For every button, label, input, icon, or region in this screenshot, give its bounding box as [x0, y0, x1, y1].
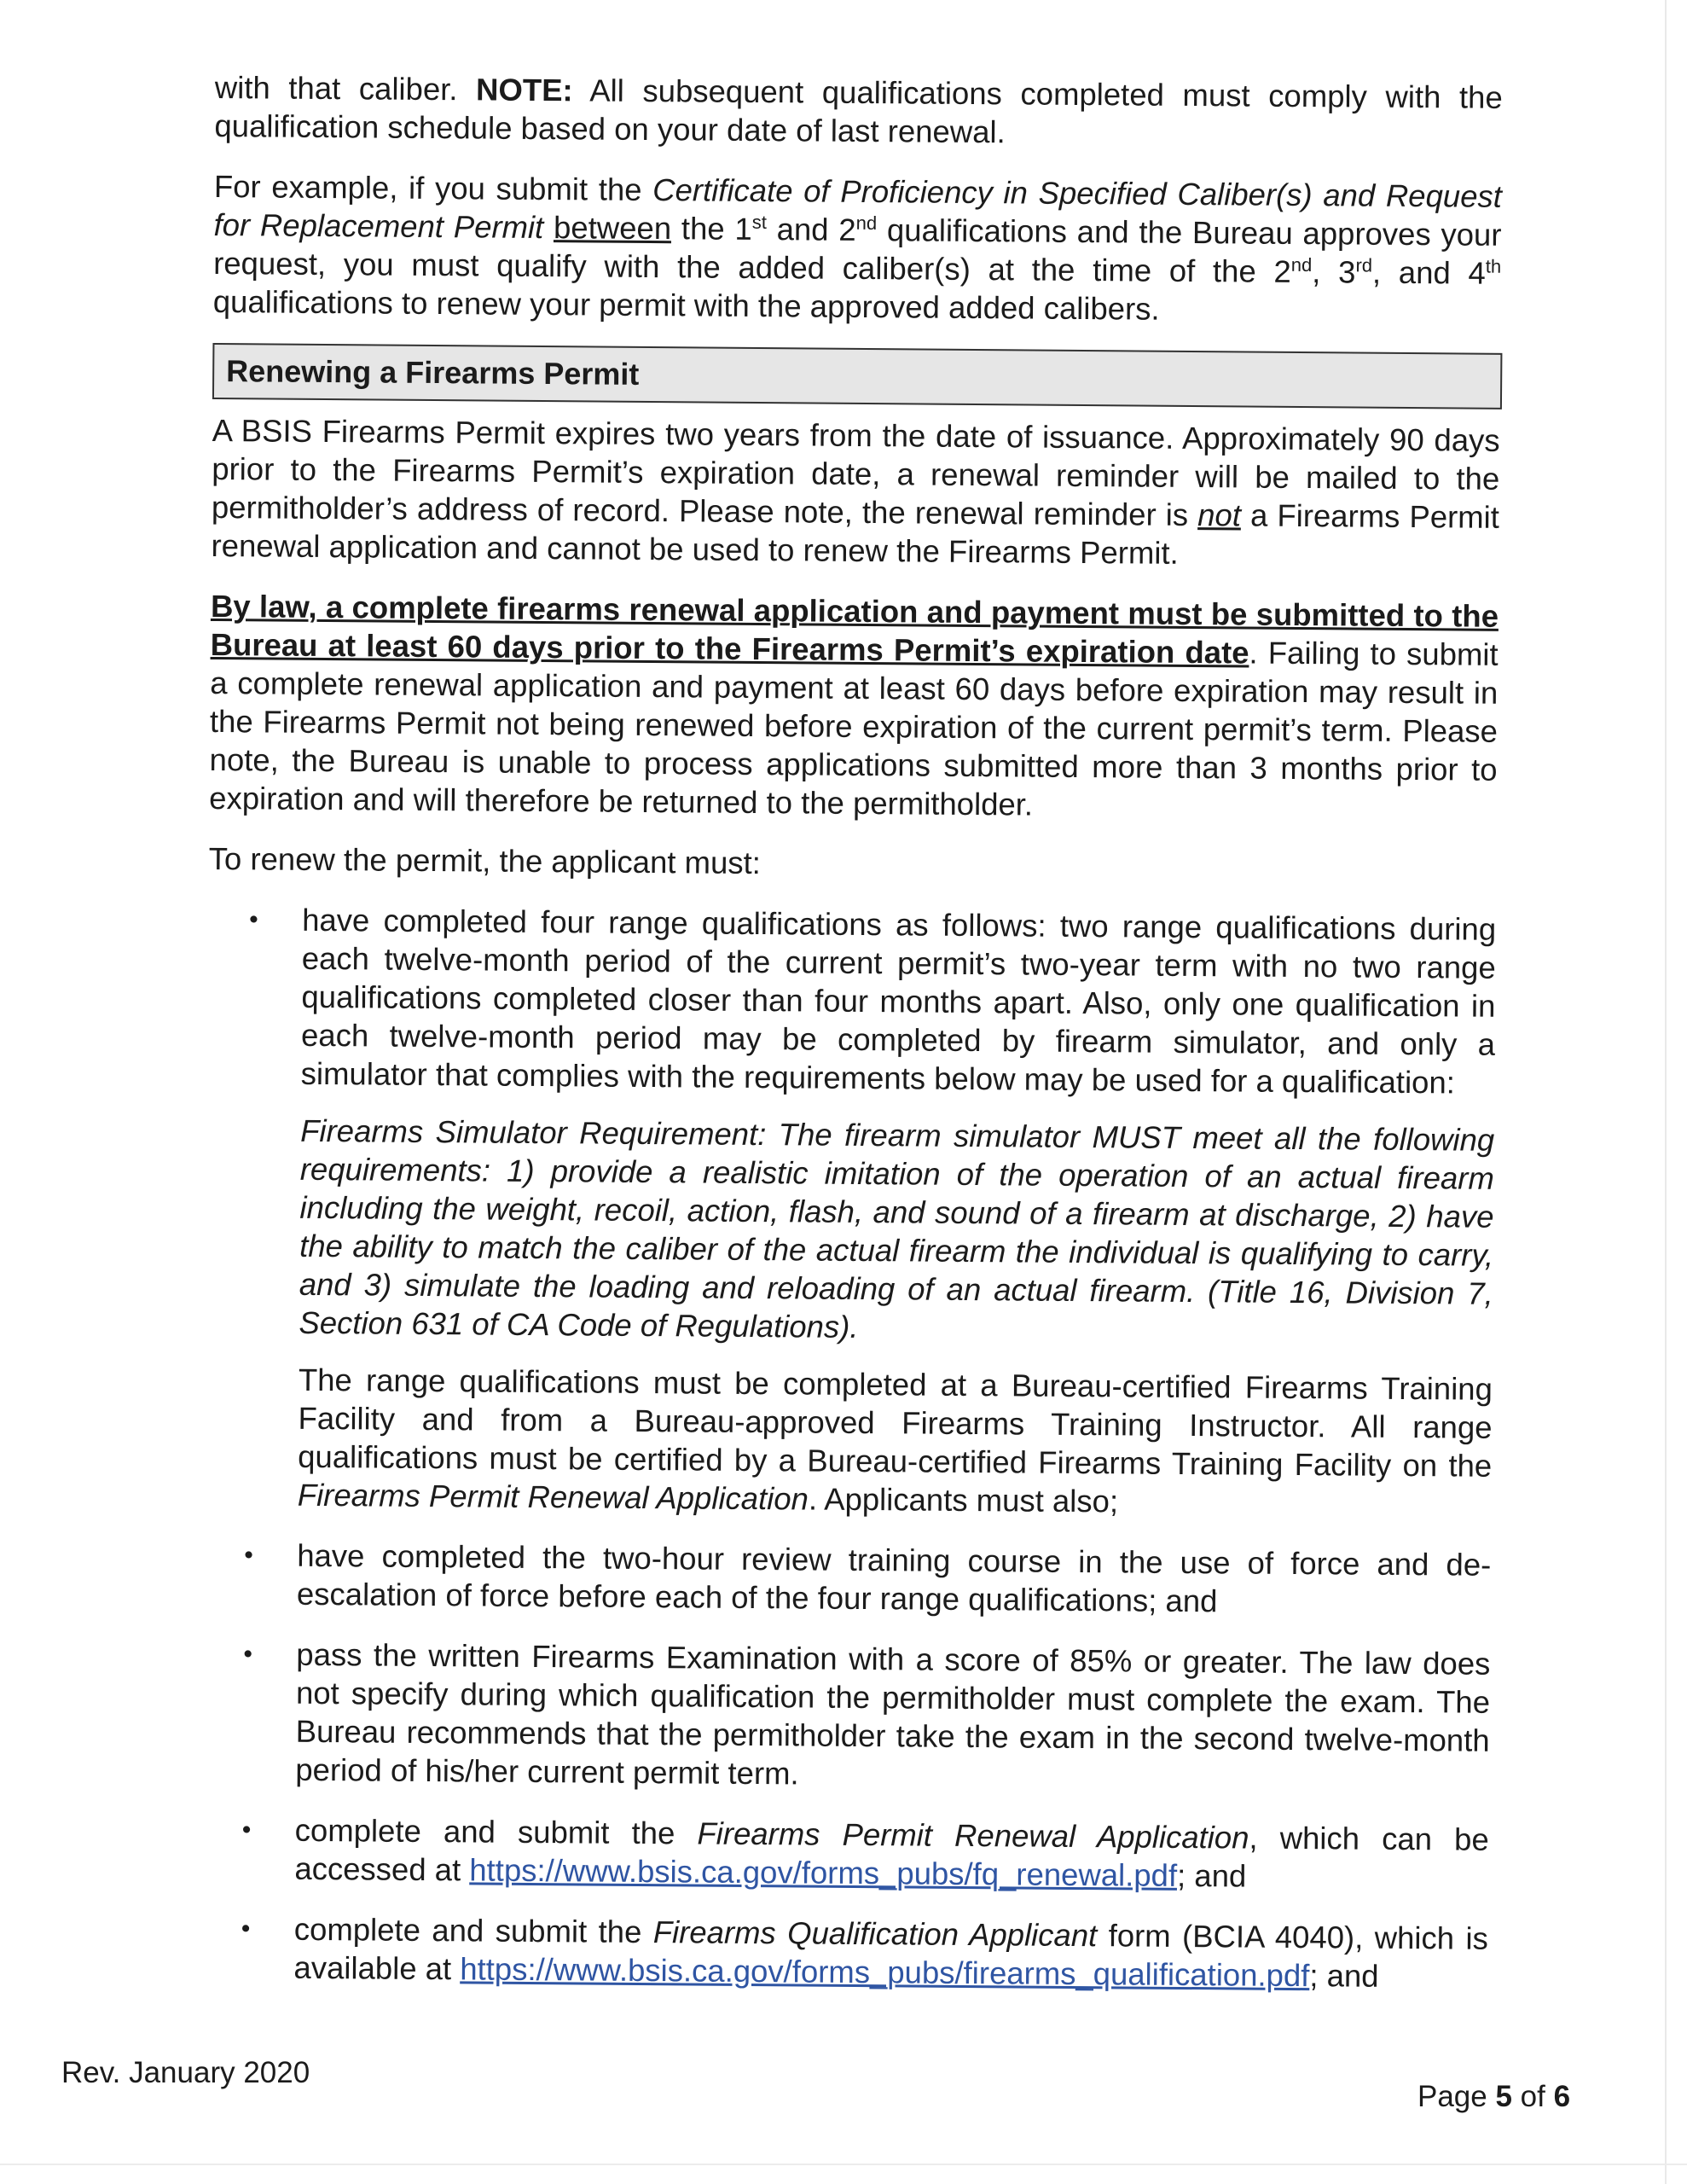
revision-date: Rev. January 2020 [61, 2056, 310, 2089]
qualification-form-link[interactable]: https://www.bsis.ca.gov/forms_pubs/firearms_qualification.pdf [460, 1951, 1310, 1994]
list-item: • have completed four range qualifications as follows: two range qualifications during each twelve-month period of the current permit’s two-year term with no two range qualifications completed closer than four months apart. Also, only one qualification in each twelve-month period may be completed by firearm simulator, and only a simulator that complies with the requirements below may be used for a qualification: Firearms Simulator Requirement: The firearm simulator MUST meet all the following requirements: 1) provide a realistic imitation of the operation of an actual firearm including the weight, recoil, action, flash, and sound of a firearm at discharge, 2) have the ability to match the caliber of the actual firearm the individual is qualifying to carry, and 3) simulate the loading and reloading of an actual firearm. (Title 16, Division 7, Section 631 of CA Code of Regulations). The range qualifications must be completed at a Bureau-certified Firearms Training Facility and from a Bureau-approved Firearms Training Instructor. All range qualifications must be certified by a Bureau-certified Firearms Training Facility on the Firearms Permit Renewal Application. Applicants must also; [204, 900, 1497, 1524]
section-heading: Renewing a Firearms Permit [212, 343, 1502, 410]
certificate-form-title: Certificate of Proficiency in Specified Caliber(s) and Request for Replacement Permit [213, 172, 1503, 246]
section-paragraph-2: By law, a complete firearms renewal application and payment must be submitted to the Bureau at least 60 days prior to the Firearms Permit’s expiration date. Failing to submit a complete renewal application and payment at least 60 days before expiration may result in the Firearms Permit not being renewed before expiration of the current permit’s term. Please note, the Bureau is unable to process applications submitted more than 3 months prior to expiration and will therefore be returned to the permitholder. [209, 588, 1499, 822]
page-number: Page 5 of 6 [1417, 2080, 1571, 2113]
scan-edge-line [1665, 0, 1667, 2184]
simulator-requirement: Firearms Simulator Requirement: The firearm simulator MUST meet all the following requirements: 1) provide a realistic imitation of the operation of an actual firearm including the weight, recoil, action, flash, and sound of a firearm at discharge, 2) have the ability to match the caliber of the actual firearm the individual is qualifying to carry, and 3) simulate the loading and reloading of an actual firearm. (Title 16, Division 7, Section 631 of CA Code of Regulations). [299, 1112, 1495, 1345]
section-paragraph-3: To renew the permit, the applicant must: [208, 840, 762, 881]
renewal-form-link[interactable]: https://www.bsis.ca.gov/forms_pubs/fq_renewal.pdf [469, 1852, 1178, 1893]
page-content [200, 68, 1503, 2018]
bullet-icon: • [241, 1815, 252, 1844]
scan-bottom-line [0, 2164, 1687, 2165]
note-label: NOTE: [475, 72, 573, 108]
section-paragraph-1: A BSIS Firearms Permit expires two years from the date of issuance. Approximately 90 days prior to the Firearms Permit’s expiration date, a renewal reminder will be mailed to the permitholder’s address of record. Please note, the renewal reminder is not a Firearms Permit renewal application and cannot be used to renew the Firearms Permit. [211, 412, 1500, 571]
bullet-icon: • [244, 1541, 253, 1570]
intro-paragraph-2: For example, if you submit the Certificate of Proficiency in Specified Caliber(s) and Request for Replacement Permit between the 1st and 2nd qualifications and the Bureau approves your request, you must qualify with the added caliber(s) at the time of the 2nd, 3rd, and 4th qualifications to renew your permit with the approved added calibers. [212, 168, 1503, 327]
bullet-icon: • [249, 905, 258, 934]
list-item: • pass the written Firearms Examination with a score of 85% or greater. The law does not specify during which qualification the permitholder must complete the exam. The Bureau recommends that the permitholder take the exam in the second twelve-month period of his/her current permit term. [201, 1635, 1490, 1798]
list-item: • have completed the two-hour review training course in the use of force and de-escalation of force before each of the four range qualifications; and [203, 1536, 1492, 1623]
list-item: • complete and submit the Firearms Qualification Applicant form (BCIA 4040), which is available at https://www.bsis.ca.gov/forms_pubs/firearms_qualification.pdf; and [200, 1909, 1488, 1996]
list-item: • complete and submit the Firearms Permit Renewal Application, which can be accessed at https://www.bsis.ca.gov/forms_pubs/fq_renewal.pdf; and [200, 1810, 1489, 1897]
bullet-icon: • [241, 1914, 251, 1943]
requirements-list [200, 900, 1496, 1996]
intro-paragraph-1: with that caliber. NOTE: All subsequent qualifications completed must comply with the qualification schedule based on your date of last renewal. [214, 69, 1503, 150]
by-law-statement: By law, a complete firearms renewal application and payment must be submitted to the Bureau at least 60 days prior to the Firearms Permit’s expiration date [210, 588, 1499, 671]
bullet-icon: • [243, 1640, 253, 1669]
